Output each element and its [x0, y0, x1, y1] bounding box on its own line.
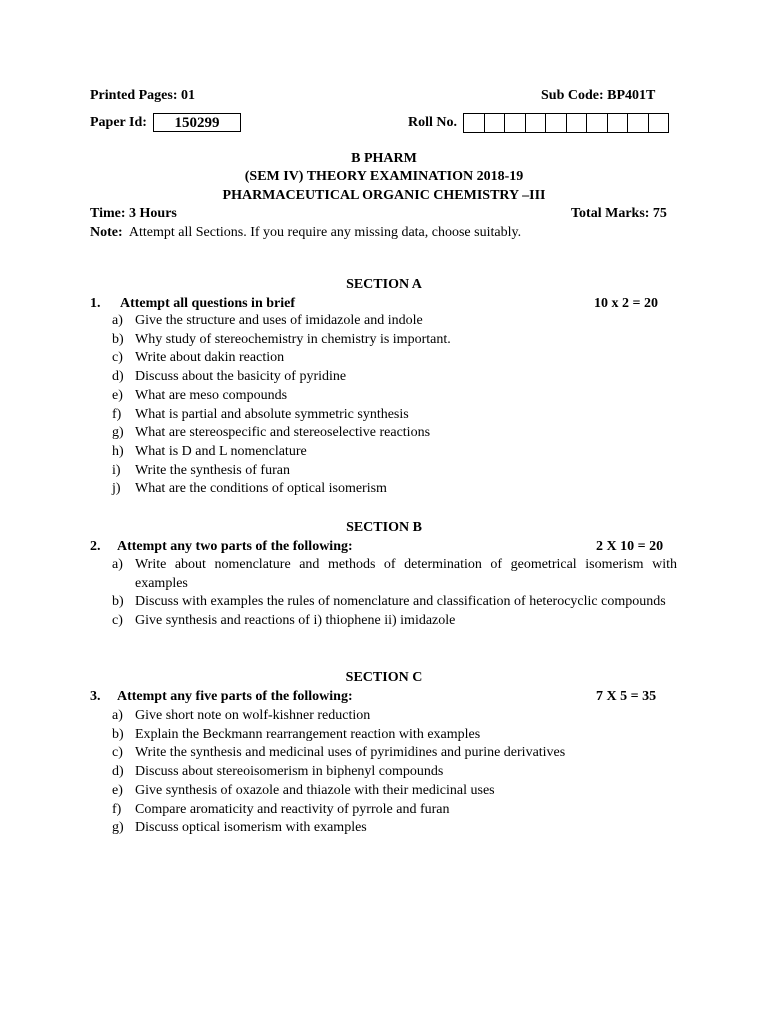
list-item: a) Give short note on wolf-kishner reduction [112, 708, 371, 723]
list-item: a) Give the structure and uses of imidazole and indole [112, 313, 423, 328]
list-item: e) Give synthesis of oxazole and thiazole with their medicinal uses [112, 782, 495, 798]
question-2-marks: 2 X 10 = 20 [596, 539, 664, 554]
total-marks: Total Marks: 75 [571, 206, 667, 221]
roll-cell [567, 114, 588, 132]
roll-cell [505, 114, 526, 132]
note-label: Note: [90, 225, 123, 240]
question-3-instruction: Attempt any five parts of the following: [117, 689, 353, 704]
section-b-list [112, 556, 677, 631]
list-item: a) Write about nomenclature and methods of determination of geometrical isomerism with examples [112, 557, 677, 591]
sub-code: Sub Code: BP401T [541, 88, 656, 103]
list-item: h) What is D and L nomenclature [112, 443, 307, 459]
section-a-title: SECTION A [346, 277, 422, 292]
degree-title: B PHARM [351, 151, 417, 166]
roll-cell [649, 114, 669, 132]
question-1-number: 1. [90, 296, 101, 311]
question-3-number: 3. [90, 689, 101, 704]
list-item: i) Write the synthesis of furan [112, 462, 290, 478]
roll-cell [546, 114, 567, 132]
list-item: d) Discuss about the basicity of pyridine [112, 369, 347, 385]
printed-pages: Printed Pages: 01 [90, 88, 195, 103]
paper-id-label: Paper Id: [90, 115, 147, 130]
list-item: e) What are meso compounds [112, 387, 288, 403]
roll-cell [587, 114, 608, 132]
roll-cell [526, 114, 547, 132]
list-item: j) What are the conditions of optical isomerism [112, 481, 387, 497]
question-2-instruction: Attempt any two parts of the following: [117, 539, 353, 554]
question-2-number: 2. [90, 539, 101, 554]
section-c-list [112, 707, 677, 838]
question-1-instruction: Attempt all questions in brief [120, 296, 295, 311]
list-item: d) Discuss about stereoisomerism in biphenyl compounds [112, 764, 444, 780]
list-item: f) What is partial and absolute symmetric synthesis [112, 406, 409, 422]
question-3-marks: 7 X 5 = 35 [596, 689, 657, 704]
exam-title: (SEM IV) THEORY EXAMINATION 2018-19 [244, 169, 524, 184]
subject-title: PHARMACEUTICAL ORGANIC CHEMISTRY –III [222, 188, 546, 203]
note-text: Attempt all Sections. If you require any missing data, choose suitably. [128, 225, 522, 240]
roll-no-grid [463, 113, 669, 133]
roll-cell [608, 114, 629, 132]
section-b-title: SECTION B [346, 520, 422, 535]
list-item: c) Give synthesis and reactions of i) thiophene ii) imidazole [112, 613, 456, 629]
list-item: b) Why study of stereochemistry in chemistry is important. [112, 331, 451, 347]
list-item: b) Explain the Beckmann rearrangement reaction with examples [112, 726, 481, 742]
list-item: f) Compare aromaticity and reactivity of pyrrole and furan [112, 801, 450, 817]
roll-no-label: Roll No. [408, 115, 457, 130]
list-item: g) Discuss optical isomerism with examples [112, 820, 367, 836]
list-item: c) Write the synthesis and medicinal uses of pyrimidines and purine derivatives [112, 745, 566, 761]
paper-id-box: 150299 [153, 113, 241, 132]
list-item: c) Write about dakin reaction [112, 350, 285, 366]
roll-cell [628, 114, 649, 132]
section-c-title: SECTION C [345, 670, 423, 685]
roll-cell [485, 114, 506, 132]
question-1-marks: 10 x 2 = 20 [594, 296, 658, 311]
list-item: g) What are stereospecific and stereoselective reactions [112, 425, 431, 441]
section-a-list [112, 312, 677, 499]
list-item: b) Discuss with examples the rules of nomenclature and classification of heterocyclic compounds [112, 594, 666, 610]
roll-cell [464, 114, 485, 132]
note [90, 224, 521, 241]
time-allowed: Time: 3 Hours [90, 206, 177, 221]
